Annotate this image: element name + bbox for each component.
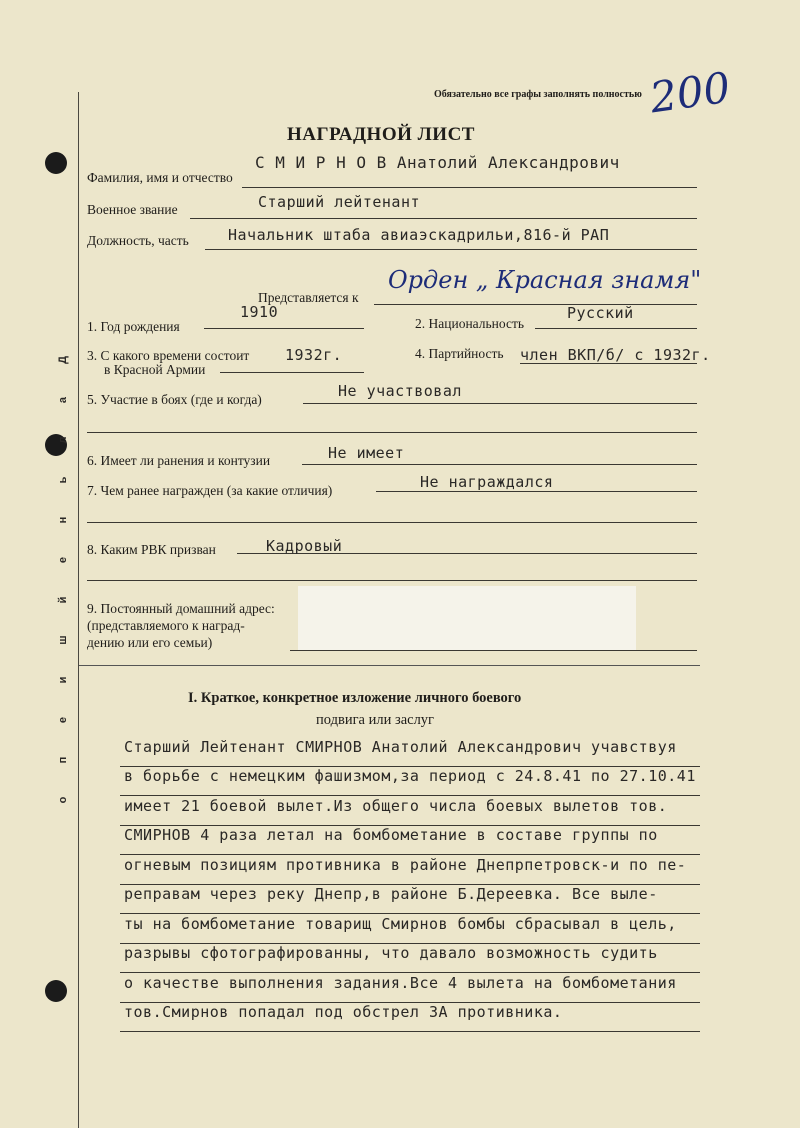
position-label: Должность, часть <box>87 233 189 248</box>
redacted-address <box>298 586 636 650</box>
narrative-line: ты на бомбометание товарищ Смирнов бомбы сбрасывал в цель, <box>124 915 677 933</box>
battles-label: 5. Участие в боях (где и когда) <box>87 392 262 407</box>
narrative-line: разрывы сфотографированны, что давало возможность судить <box>124 944 658 962</box>
wounds-label: 6. Имеет ли ранения и контузии <box>87 453 271 468</box>
narrative-line: в борьбе с немецким фашизмом,за период с 24.8.41 по 27.10.41 <box>124 767 696 785</box>
name-value: С М И Р Н О В Анатолий Александрович <box>255 153 620 172</box>
army-since-label: 3. С какого времени состоит <box>87 348 250 363</box>
margin-line <box>78 92 79 1128</box>
rvk-label: 8. Каким РВК призван <box>87 542 216 557</box>
battles-value: Не участвовал <box>338 382 462 400</box>
address-label-2: (представляемого к наград- <box>87 618 245 633</box>
narrative-line: реправам через реку Днепр,в районе Б.Дереевка. Все выле- <box>124 885 658 903</box>
narrative-line: СМИРНОВ 4 раза летал на бомбометание в составе группы по <box>124 826 658 844</box>
army-since-label-2: в Красной Армии <box>104 362 206 377</box>
prior-awards-value: Не награждался <box>420 473 554 491</box>
punch-hole <box>45 980 67 1002</box>
section1-heading-2: подвига или заслуг <box>316 712 434 728</box>
header-note: Обязательно все графы заполнять полностью <box>434 89 642 100</box>
nationality-value: Русский <box>567 304 634 322</box>
presented-to-value: Орден „ Красная знамя" <box>388 266 702 294</box>
nationality-label: 2. Национальность <box>415 316 525 331</box>
narrative-line: о качестве выполнения задания.Все 4 вылета на бомбометания <box>124 974 677 992</box>
page-title: НАГРАДНОЙ ЛИСТ <box>287 124 475 145</box>
spine-text: Д а л ь н е й ш и е п о <box>57 356 69 804</box>
handwritten-number: 200 <box>646 62 734 123</box>
narrative-line: Старший Лейтенант СМИРНОВ Анатолий Александрович учавствуя <box>124 738 677 756</box>
army-since-value: 1932г. <box>285 346 343 364</box>
birth-year-label: 1. Год рождения <box>87 319 180 334</box>
wounds-value: Не имеет <box>328 444 405 462</box>
section1-heading: I. Краткое, конкретное изложение личного боевого <box>188 690 522 706</box>
narrative-line: огневым позициям противника в районе Днепрпетровск-и по пе- <box>124 856 687 874</box>
birth-year-value: 1910 <box>240 303 279 321</box>
party-value: член ВКП/б/ с 1932г. <box>520 346 711 364</box>
address-label-3: дению или его семьи) <box>87 635 213 650</box>
position-value: Начальник штаба авиаэскадрильи,816-й РАП <box>228 226 610 244</box>
rank-label: Военное звание <box>87 202 178 217</box>
rank-value: Старший лейтенант <box>258 193 421 211</box>
name-label: Фамилия, имя и отчество <box>87 170 233 185</box>
rvk-value: Кадровый <box>266 537 343 555</box>
address-label: 9. Постоянный домашний адрес: <box>87 601 275 616</box>
punch-hole <box>45 152 67 174</box>
narrative-line: тов.Смирнов попадал под обстрел ЗА противника. <box>124 1003 563 1021</box>
presented-to-label: Представляется к <box>258 290 359 305</box>
narrative-line: имеет 21 боевой вылет.Из общего числа боевых вылетов тов. <box>124 797 668 815</box>
prior-awards-label: 7. Чем ранее награжден (за какие отличия) <box>87 483 333 498</box>
party-label: 4. Партийность <box>415 346 504 361</box>
